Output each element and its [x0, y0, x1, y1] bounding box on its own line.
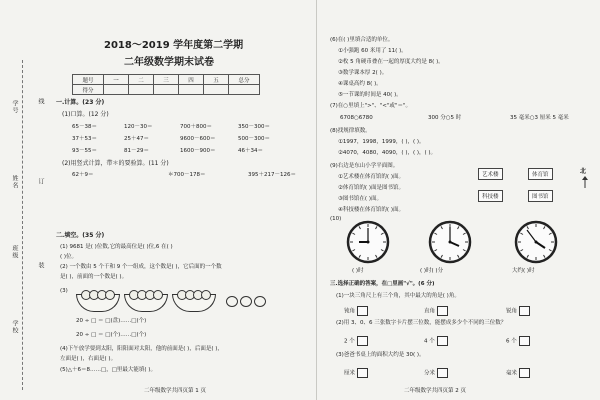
- choice-option-label: 厘米: [344, 370, 356, 377]
- choice-option-label: 钝角: [344, 308, 356, 315]
- fill-question-2: (2) 一个数由 5 个千和 9 个一组成，这个数是( )，它后面的一个数: [60, 264, 222, 270]
- fill-question-2-cont: 是( )，前面的一个数是( )。: [60, 274, 128, 280]
- north-label: 北: [580, 168, 587, 175]
- answer-checkbox[interactable]: [437, 368, 448, 378]
- section2-heading: 二.填空。(35 分): [56, 232, 105, 239]
- map-library: 图书馆: [528, 190, 553, 202]
- binding-mark-install: 装: [37, 262, 44, 269]
- fruit-bowl-illustration: [124, 294, 168, 312]
- choice-option-4: [424, 336, 450, 346]
- score-cell[interactable]: [179, 85, 204, 95]
- answer-checkbox[interactable]: [519, 368, 530, 378]
- answer-checkbox[interactable]: [519, 306, 530, 316]
- oral-calc-item: 9600－600＝: [180, 136, 216, 142]
- choice-option-acute: [506, 306, 532, 316]
- choice-option-right: [424, 306, 450, 316]
- map-gym: 体育馆: [528, 168, 553, 180]
- apple-icon: [153, 290, 163, 300]
- compare-item: 6708○6780: [340, 115, 373, 121]
- exam-title-grade: 二年级数学期末试卷: [124, 57, 214, 68]
- choice-option-label: 4 个: [424, 338, 435, 345]
- fill-question-9: (9)右边是东山小学平面图。: [330, 163, 399, 169]
- score-header-cell: 二: [129, 75, 154, 85]
- fill-question-1-cont: ( )位。: [60, 254, 78, 260]
- pattern-item: ②4070，4080，4090，( )，( )，( )。: [338, 150, 437, 156]
- score-cell[interactable]: [204, 85, 229, 95]
- choice-option-mm: [506, 368, 532, 378]
- score-cell[interactable]: [229, 85, 260, 95]
- choice-option-label: 分米: [424, 370, 436, 377]
- binding-label-school: 学校: [11, 320, 18, 334]
- map-science-building: 科技楼: [478, 190, 503, 202]
- answer-checkbox[interactable]: [357, 336, 368, 346]
- fruit-bowl-illustration: [172, 294, 216, 312]
- unit-fill-item: ②枚 5 角硬币叠在一起的厚度大约是 8( )。: [338, 59, 444, 65]
- fill-question-10: (10): [330, 216, 342, 222]
- choice-question-3: (3)爸爸书桌上的面积大约是 30( )。: [336, 352, 425, 358]
- apple-icon: [226, 296, 238, 307]
- score-header-cell: 总分: [229, 75, 260, 85]
- oral-calc-item: 350－300＝: [238, 124, 270, 130]
- apple-icon: [201, 290, 211, 300]
- choice-option-6: [506, 336, 532, 346]
- apple-icon: [254, 296, 266, 307]
- oral-calc-item: 93－55＝: [72, 148, 97, 154]
- fill-question-4-cont: 左面是( )，右面是( )。: [60, 356, 117, 362]
- page-footer-right: 二年级数学共四页第 2 页: [404, 388, 466, 394]
- answer-checkbox[interactable]: [357, 368, 368, 378]
- vertical-calc-item: ＊700－178＝: [168, 172, 206, 178]
- choice-question-2: (2)用 3、0、6 三张数字卡片摆三位数，能摆成多少个不同的三位数？: [336, 320, 507, 326]
- answer-checkbox[interactable]: [357, 306, 368, 316]
- clock-answer: ( )时( )分: [420, 268, 444, 274]
- fill-question-7: (7)在○里填上">"、"<"或"＝"。: [330, 103, 411, 109]
- clock-icon: [428, 220, 472, 264]
- unit-fill-item: ③数学课本厚 2( )。: [338, 70, 388, 76]
- map-question-item: ②体育馆的( )面是图书馆。: [338, 185, 404, 191]
- answer-checkbox[interactable]: [519, 336, 530, 346]
- fill-question-4: (4)下午放学要到太阳，阳阳面对太阳，他的前面是( )，后面是( )，: [60, 346, 223, 352]
- binding-label-name: 姓名: [11, 175, 18, 189]
- oral-calc-item: 1600－900＝: [180, 148, 216, 154]
- choice-question-1: (1)一块三角尺上有三个角，其中最大的角是( )角。: [336, 293, 460, 299]
- unit-fill-item: ⑤一节课的时间是 40( )。: [338, 92, 402, 98]
- clock-answer: ( )时: [352, 268, 364, 274]
- map-question-item: ①艺术楼在体育馆的( )面。: [338, 174, 404, 180]
- score-header-cell: 四: [179, 75, 204, 85]
- binding-label-student-id: 学号: [11, 100, 18, 114]
- section1-sub1: (1)口算。(12 分): [62, 111, 109, 118]
- score-header-cell: 题号: [73, 75, 104, 85]
- score-row-label: 得分: [73, 85, 104, 95]
- apple-icon: [240, 296, 252, 307]
- choice-option-label: 毫米: [506, 370, 518, 377]
- fill-question-8: (8)找规律填数。: [330, 128, 371, 134]
- unit-fill-item: ④课桌高约 8( )。: [338, 81, 382, 87]
- clock-answer: 大约( )时: [512, 268, 535, 274]
- binding-fold-line: [22, 60, 23, 390]
- compare-item: 35 毫米○3 厘米 5 毫米: [510, 115, 569, 121]
- compare-item: 300 分○5 时: [428, 115, 462, 121]
- page-divider: [316, 0, 317, 400]
- oral-calc-item: 120－30＝: [124, 124, 153, 130]
- fruit-bowl-illustration: [76, 294, 120, 312]
- exam-title-year: 2018～2019 学年度第二学期: [104, 40, 244, 51]
- north-arrow-icon: [581, 176, 589, 188]
- choice-option-obtuse: [344, 306, 370, 316]
- oral-calc-item: 25＋47＝: [124, 136, 149, 142]
- binding-label-class: 班级: [11, 245, 18, 259]
- score-cell[interactable]: [154, 85, 179, 95]
- oral-calc-item: 46＋34＝: [238, 148, 263, 154]
- map-question-item: ④科技楼在体育馆的( )面。: [338, 207, 404, 213]
- score-cell[interactable]: [104, 85, 129, 95]
- score-header-cell: 五: [204, 75, 229, 85]
- fill-question-3-number: (3): [60, 288, 68, 294]
- choice-option-label: 6 个: [506, 338, 517, 345]
- division-equation-2: 20 ÷ □ ＝ □(个)……□(个): [76, 332, 147, 338]
- page-footer-left: 二年级数学共四页第 1 页: [144, 388, 206, 394]
- unit-fill-item: ①小强跑 60 米用了 11( )。: [338, 48, 407, 54]
- oral-calc-item: 37＋53＝: [72, 136, 97, 142]
- fill-question-1: (1) 9681 是( )位数,它的最高位是( )位,6 在( ): [60, 244, 173, 250]
- binding-mark-order: 订: [37, 178, 44, 185]
- pattern-item: ①1997，1998，1999，( )，( )。: [338, 139, 425, 145]
- choice-option-dm: [424, 368, 450, 378]
- map-question-item: ③图书馆在( )面。: [338, 196, 382, 202]
- map-art-building: 艺术楼: [478, 168, 503, 180]
- oral-calc-item: 500－300＝: [238, 136, 270, 142]
- choice-option-label: 锐角: [506, 308, 518, 315]
- score-header-cell: 三: [154, 75, 179, 85]
- score-table: [72, 74, 260, 95]
- answer-checkbox[interactable]: [437, 336, 448, 346]
- section1-sub2: (2)用竖式计算，带＊的要验算。(11 分): [62, 160, 169, 167]
- binding-mark-line: 线: [37, 98, 44, 105]
- clock-icon: [346, 220, 390, 264]
- section3-heading: 三.选择正确的答案，在□里画"√"。(6 分): [330, 281, 435, 287]
- vertical-calc-item: 395＋217－126＝: [248, 172, 296, 178]
- fill-question-6: (6)在( )里填合适的单位。: [330, 37, 394, 43]
- clock-icon: [514, 220, 558, 264]
- division-equation-1: 20 ÷ □ ＝ □(盘)……□(个): [76, 318, 147, 324]
- oral-calc-item: 81－29＝: [124, 148, 149, 154]
- oral-calc-item: 700＋800＝: [180, 124, 212, 130]
- score-cell[interactable]: [129, 85, 154, 95]
- choice-option-2: [344, 336, 370, 346]
- section1-heading: 一.计算。(23 分): [56, 99, 105, 106]
- choice-option-label: 直角: [424, 308, 436, 315]
- choice-option-cm: [344, 368, 370, 378]
- choice-option-label: 2 个: [344, 338, 355, 345]
- vertical-calc-item: 62＋9＝: [72, 172, 94, 178]
- oral-calc-item: 65－38＝: [72, 124, 97, 130]
- score-header-cell: 一: [104, 75, 129, 85]
- apple-icon: [105, 290, 115, 300]
- answer-checkbox[interactable]: [437, 306, 448, 316]
- loose-apples: [226, 292, 268, 311]
- fill-question-5: (5)△＋6＝8……□，□里最大能填( )。: [60, 367, 156, 373]
